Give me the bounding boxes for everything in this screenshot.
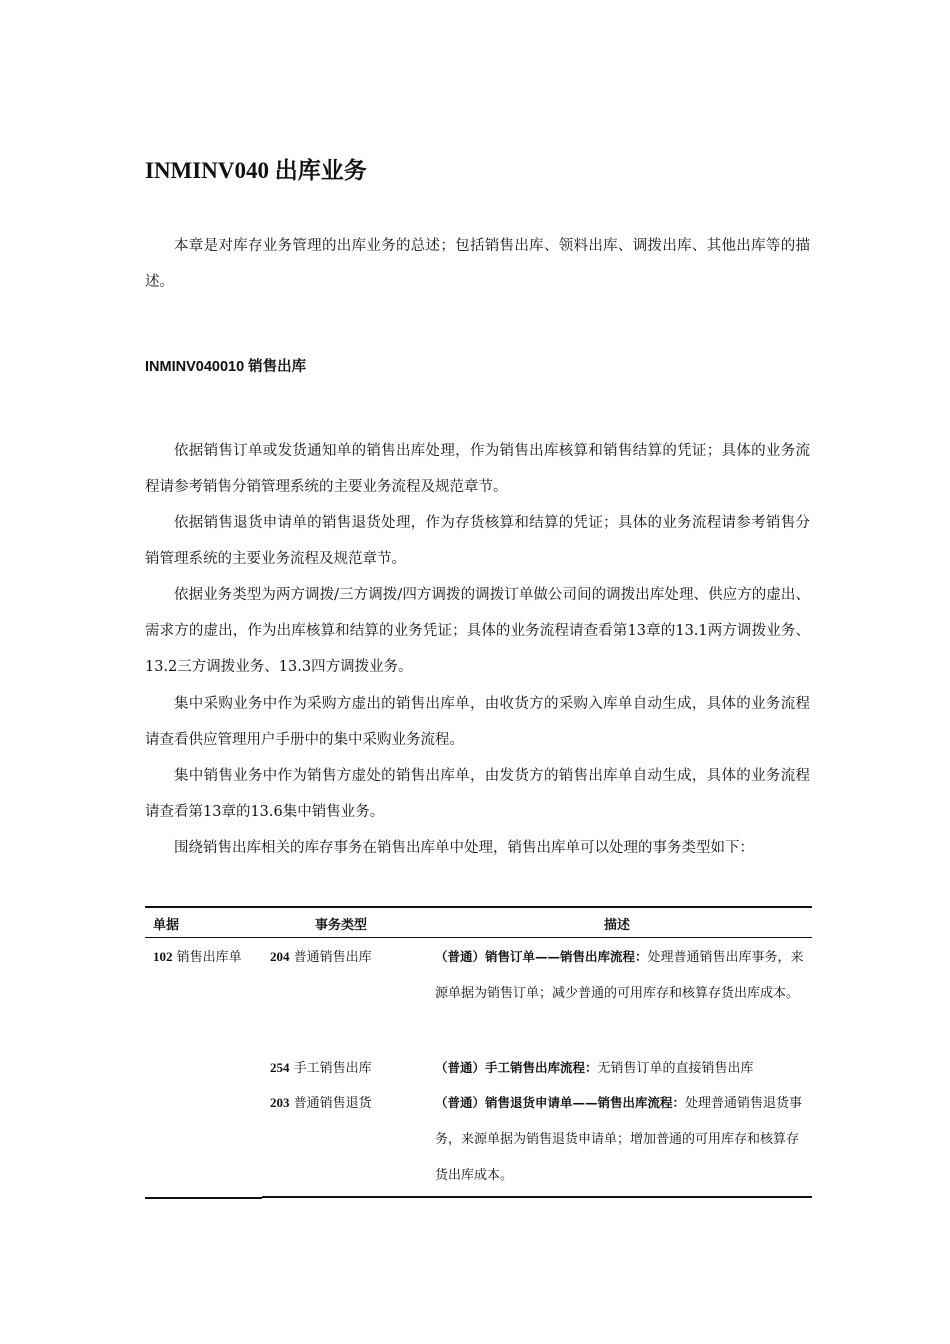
body-paragraph: 集中采购业务中作为采购方虚出的销售出库单，由收货方的采购入库单自动生成，具体的业务流程请查看供应管理用户手册中的集中采购业务流程。 bbox=[145, 696, 810, 748]
body-paragraph: 围绕销售出库相关的库存事务在销售出库单中处理，销售出库单可以处理的事务类型如下： bbox=[174, 840, 754, 856]
table-bottom-rule bbox=[145, 1197, 262, 1199]
table-row-description bbox=[435, 1085, 808, 1194]
description-flow: （普通）销售退货申请单——销售出库流程： bbox=[435, 1095, 686, 1110]
transaction-code: 203 bbox=[270, 1095, 290, 1110]
description-text: 处理普通销售退货事务，来源单据为销售退货申请单；增加普通的可用库存和核算存货出库成本。 bbox=[435, 1096, 803, 1183]
document-cell bbox=[153, 947, 242, 968]
header-transaction-type: 事务类型 bbox=[315, 918, 368, 933]
body-paragraph: 依据销售退货申请单的销售退货处理，作为存货核算和结算的凭证；具体的业务流程请参考销售分销管理系统的主要业务流程及规范章节。 bbox=[145, 515, 810, 567]
table-header-rule bbox=[145, 937, 812, 938]
table-row-transaction bbox=[270, 947, 372, 968]
section-title: INMINV040010 销售出库 bbox=[145, 359, 307, 375]
intro-paragraph: 本章是对库存业务管理的出库业务的总述；包括销售出库、领料出库、调拨出库、其他出库等的描述。 bbox=[145, 238, 810, 290]
description-flow: （普通）手工销售出库流程： bbox=[435, 1060, 598, 1075]
transaction-name: 普通销售退货 bbox=[293, 1096, 372, 1111]
table-row-description bbox=[435, 1050, 808, 1087]
body-paragraph: 集中销售业务中作为销售方虚处的销售出库单，由发货方的销售出库单自动生成，具体的业务流程请查看第13章的13.6集中销售业务。 bbox=[145, 768, 810, 820]
transaction-name: 普通销售出库 bbox=[293, 950, 372, 965]
description-flow: （普通）销售订单——销售出库流程： bbox=[435, 949, 648, 964]
table-row-transaction bbox=[270, 1058, 372, 1079]
chapter-title: INMINV040 出库业务 bbox=[145, 158, 367, 183]
table-row-transaction bbox=[270, 1093, 372, 1114]
table-row-description bbox=[435, 939, 808, 1012]
body-paragraph: 依据销售订单或发货通知单的销售出库处理，作为销售出库核算和销售结算的凭证；具体的业务流程请参考销售分销管理系统的主要业务流程及规范章节。 bbox=[145, 443, 810, 495]
document-code: 102 bbox=[153, 949, 173, 964]
document-name: 销售出库单 bbox=[176, 950, 242, 965]
description-text: 处理普通销售出库事务，来源单据为销售订单；减少普通的可用库存和核算存货出库成本。 bbox=[435, 950, 804, 1001]
header-description: 描述 bbox=[604, 918, 631, 933]
table-top-rule bbox=[145, 906, 812, 908]
body-paragraph: 依据业务类型为两方调拨/三方调拨/四方调拨的调拨订单做公司间的调拨出库处理、供应方的虚出、需求方的虚出，作为出库核算和结算的业务凭证；具体的业务流程请查看第13章的13.1两方调拨业务、13.2三方调拨业务、13.3四方调拨业务。 bbox=[145, 587, 810, 675]
header-document: 单据 bbox=[153, 918, 180, 933]
transaction-code: 204 bbox=[270, 949, 290, 964]
transaction-name: 手工销售出库 bbox=[293, 1061, 372, 1076]
description-text: 无销售订单的直接销售出库 bbox=[597, 1061, 754, 1076]
transaction-code: 254 bbox=[270, 1060, 290, 1075]
table-bottom-rule bbox=[262, 1196, 812, 1198]
